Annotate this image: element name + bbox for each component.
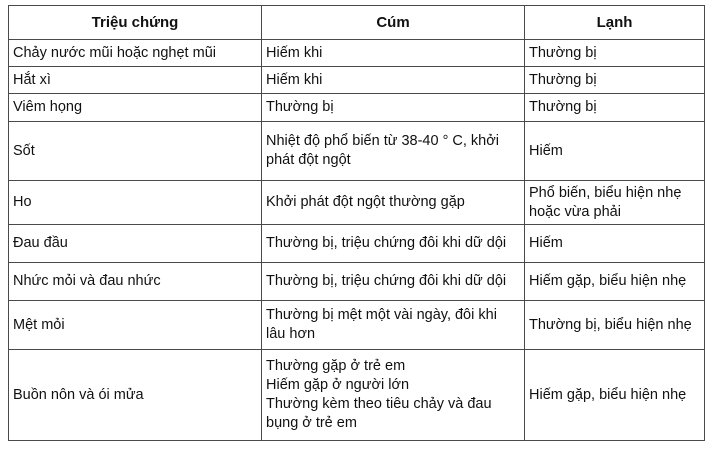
cold-cell [525, 263, 705, 301]
cold-text: Thường bị [529, 71, 597, 88]
symptom-cell: Đau đầu [9, 225, 262, 263]
cold-cell [525, 350, 705, 441]
symptom-cell: Ho [9, 181, 262, 225]
symptom-cell: Sốt [9, 122, 262, 181]
flu-text: Thường kèm theo tiêu chảy và đau [266, 396, 492, 412]
flu-text: phát đột ngột [266, 152, 351, 168]
flu-text: Hiếm khi [266, 44, 323, 61]
flu-text: Thường gặp ở trẻ em [266, 358, 406, 374]
symptom-comparison-table-wrapper [8, 5, 704, 441]
flu-text: Thường bị mệt một vài ngày, đôi khi [266, 307, 497, 323]
cold-cell [525, 94, 705, 122]
cold-text: Phổ biến, biểu hiện nhẹ [529, 184, 682, 201]
table-row [9, 181, 705, 225]
table-row [9, 67, 705, 94]
flu-cell [262, 225, 525, 263]
cold-text: Hiếm gặp, biểu hiện nhẹ [529, 386, 687, 403]
symptom-cell: Nhức mỏi và đau nhức [9, 263, 262, 301]
cold-cell [525, 301, 705, 350]
flu-text: Nhiệt độ phổ biến từ 38-40 ° C, khởi [266, 133, 499, 149]
header-symptom: Triệu chứng [9, 6, 262, 40]
table-row [9, 263, 705, 301]
table-row [9, 40, 705, 67]
symptom-comparison-table [8, 5, 705, 441]
cold-cell [525, 40, 705, 67]
symptom-cell: Mệt mỏi [9, 301, 262, 350]
table-row [9, 350, 705, 441]
cold-text: Hiếm [529, 235, 563, 251]
cold-cell [525, 181, 705, 225]
table-row [9, 122, 705, 181]
cold-cell [525, 122, 705, 181]
symptom-cell: Hắt xì [9, 67, 262, 94]
flu-text: Thường bị, triệu chứng đôi khi dữ dội [266, 235, 507, 251]
flu-text: Thường bị, triệu chứng đôi khi dữ dội [266, 273, 507, 289]
flu-text: Hiếm khi [266, 71, 323, 88]
flu-cell [262, 67, 525, 94]
symptom-cell: Viêm họng [9, 94, 262, 122]
flu-cell [262, 181, 525, 225]
table-row [9, 94, 705, 122]
header-cold: Lạnh [525, 6, 705, 40]
cold-cell [525, 225, 705, 263]
header-row [9, 6, 705, 40]
header-flu: Cúm [262, 6, 525, 40]
flu-cell [262, 350, 525, 441]
table-row [9, 301, 705, 350]
flu-text: Thường bị [266, 99, 334, 115]
symptom-cell: Buồn nôn và ói mửa [9, 350, 262, 441]
cold-text: Thường bị, biểu hiện nhẹ [529, 316, 692, 333]
flu-cell [262, 40, 525, 67]
flu-cell [262, 301, 525, 350]
table-row [9, 225, 705, 263]
flu-text: bụng ở trẻ em [266, 415, 357, 431]
cold-text: Thường bị [529, 99, 597, 115]
flu-text: Khởi phát đột ngột thường gặp [266, 194, 465, 210]
flu-cell [262, 263, 525, 301]
cold-text: hoặc vừa phải [529, 203, 621, 220]
cold-cell [525, 67, 705, 94]
flu-cell [262, 94, 525, 122]
flu-text: lâu hơn [266, 326, 316, 342]
cold-text: Thường bị [529, 44, 597, 61]
symptom-cell: Chảy nước mũi hoặc nghẹt mũi [9, 40, 262, 67]
flu-text: Hiếm gặp ở người lớn [266, 377, 410, 393]
flu-cell [262, 122, 525, 181]
cold-text: Hiếm [529, 142, 563, 159]
cold-text: Hiếm gặp, biểu hiện nhẹ [529, 273, 687, 289]
